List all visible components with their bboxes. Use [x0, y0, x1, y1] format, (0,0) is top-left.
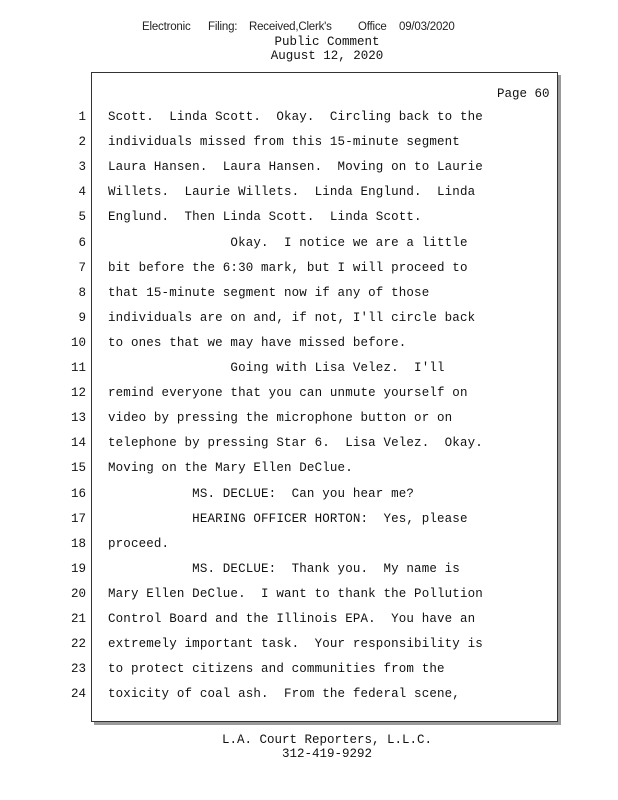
transcript-line: MS. DECLUE: Thank you. My name is	[108, 562, 460, 576]
line-number: 8	[78, 286, 86, 300]
line-number: 3	[78, 160, 86, 174]
line-number: 16	[70, 487, 86, 501]
footer-phone: 312-419-9292	[281, 747, 372, 761]
transcript-line: individuals are on and, if not, I'll circle back	[108, 311, 476, 325]
line-number: 19	[70, 562, 86, 576]
transcript-line: individuals missed from this 15-minute segment	[108, 135, 460, 149]
line-number: 6	[78, 236, 86, 250]
line-number: 18	[70, 537, 86, 551]
page-number: Page 60	[497, 87, 550, 101]
line-number: 15	[70, 461, 86, 475]
footer-company: L.A. Court Reporters, L.L.C.	[221, 733, 433, 747]
transcript-line: Going with Lisa Velez. I'll	[108, 361, 445, 375]
transcript-line: MS. DECLUE: Can you hear me?	[108, 487, 415, 501]
transcript-line: Control Board and the Illinois EPA. You have an	[108, 612, 476, 626]
filing-stamp	[0, 21, 618, 35]
transcript-line: Englund. Then Linda Scott. Linda Scott.	[108, 210, 422, 224]
stamp-received: Received,Clerk's	[249, 21, 332, 33]
line-number: 13	[70, 411, 86, 425]
line-number: 1	[78, 110, 86, 124]
transcript-line: Scott. Linda Scott. Okay. Circling back to the	[108, 110, 483, 124]
line-number: 7	[78, 261, 86, 275]
line-number: 14	[70, 436, 86, 450]
line-number: 12	[70, 386, 86, 400]
line-number: 17	[70, 512, 86, 526]
line-number: 10	[70, 336, 86, 350]
stamp-date: 09/03/2020	[399, 21, 455, 33]
line-number: 21	[70, 612, 86, 626]
transcript-line: bit before the 6:30 mark, but I will proceed to	[108, 261, 468, 275]
stamp-office: Office	[358, 21, 387, 33]
transcript-line: Laura Hansen. Laura Hansen. Moving on to Laurie	[108, 160, 483, 174]
transcript-line: extremely important task. Your responsibility is	[108, 637, 483, 651]
document-title: Public Comment	[274, 35, 380, 49]
transcript-line: telephone by pressing Star 6. Lisa Velez. Okay.	[108, 436, 483, 450]
transcript-line: that 15-minute segment now if any of those	[108, 286, 430, 300]
line-number: 11	[70, 361, 86, 375]
transcript-line: to ones that we may have missed before.	[108, 336, 407, 350]
transcript-line: to protect citizens and communities from the	[108, 662, 445, 676]
transcript-line: Moving on the Mary Ellen DeClue.	[108, 461, 353, 475]
line-number: 4	[78, 185, 86, 199]
transcript-line: HEARING OFFICER HORTON: Yes, please	[108, 512, 468, 526]
line-number: 20	[70, 587, 86, 601]
line-number: 2	[78, 135, 86, 149]
stamp-electronic: Electronic	[142, 21, 191, 33]
line-number: 5	[78, 210, 86, 224]
transcript-line: Willets. Laurie Willets. Linda Englund. Linda	[108, 185, 476, 199]
transcript-line: Mary Ellen DeClue. I want to thank the Pollution	[108, 587, 483, 601]
transcript-line: remind everyone that you can unmute yourself on	[108, 386, 468, 400]
transcript-line: toxicity of coal ash. From the federal scene,	[108, 687, 460, 701]
transcript-line: video by pressing the microphone button or on	[108, 411, 453, 425]
transcript-line: Okay. I notice we are a little	[108, 236, 468, 250]
line-number: 24	[70, 687, 86, 701]
line-number: 9	[78, 311, 86, 325]
stamp-filing: Filing:	[208, 21, 238, 33]
line-number: 23	[70, 662, 86, 676]
document-date: August 12, 2020	[270, 49, 384, 63]
line-number: 22	[70, 637, 86, 651]
transcript-line: proceed.	[108, 537, 170, 551]
